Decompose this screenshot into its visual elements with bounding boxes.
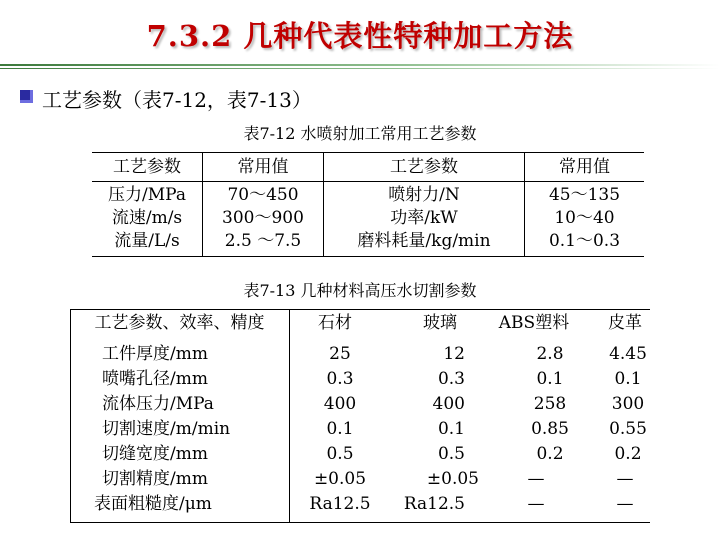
table-cell: 0.5 xyxy=(437,444,465,464)
table-cell: 70～450 xyxy=(227,185,299,205)
table-cell: 4.45 xyxy=(609,344,647,364)
title-divider xyxy=(0,64,720,66)
table2 xyxy=(70,309,650,523)
slide-title: 7.3.2 几种代表性特种加工方法 xyxy=(146,19,574,53)
table2-glass-col xyxy=(400,342,479,517)
table-cell: Ra12.5 xyxy=(403,494,465,514)
table-cell: 45～135 xyxy=(548,185,621,205)
table-cell: 磨料耗量/kg/min xyxy=(357,231,491,251)
table-cell: 400 xyxy=(432,394,465,414)
table-cell: 258 xyxy=(533,394,567,414)
table2-header: 皮革 xyxy=(608,313,642,333)
table1-header: 常用值 xyxy=(237,157,289,177)
table-cell: ±0.05 xyxy=(426,469,479,489)
table-cell: 0.1 xyxy=(326,419,354,439)
table-cell: 0.3 xyxy=(326,369,354,389)
table1-caption: 表7-12 水喷射加工常用工艺参数 xyxy=(243,124,477,143)
table-cell: 25 xyxy=(329,344,351,364)
table1-header: 工艺参数 xyxy=(390,157,458,177)
square-bullet-icon xyxy=(20,90,33,103)
table2-header: ABS塑料 xyxy=(498,313,570,333)
table-cell: 切缝宽度/mm xyxy=(102,444,208,464)
table-cell: — xyxy=(527,494,545,514)
table2-abs-col xyxy=(510,342,590,517)
table2-caption: 表7-13 几种材料高压水切割参数 xyxy=(243,281,477,300)
table-cell: 压力/MPa xyxy=(108,185,186,205)
table-cell: — xyxy=(616,469,634,489)
column-divider xyxy=(289,309,290,523)
table-cell: 切割精度/mm xyxy=(102,469,208,489)
table-cell: 0.1 xyxy=(437,419,465,439)
table-cell: — xyxy=(616,494,634,514)
table-cell: — xyxy=(527,469,545,489)
table2-header: 玻璃 xyxy=(423,313,457,333)
table1-header-row xyxy=(92,153,644,181)
table-cell: 0.3 xyxy=(437,369,465,389)
table-cell: 喷嘴孔径/mm xyxy=(102,369,208,389)
table2-header: 石材 xyxy=(318,313,352,333)
table2-bottom-rule xyxy=(70,522,650,523)
table-cell: 0.1 xyxy=(614,369,642,389)
table-cell: 流量/L/s xyxy=(114,231,180,251)
table-cell: 0.2 xyxy=(536,444,564,464)
table2-border-left xyxy=(70,309,71,523)
table-cell: 300 xyxy=(611,394,645,414)
table-cell: 表面粗糙度/μm xyxy=(94,494,212,514)
table-cell: ±0.05 xyxy=(313,469,367,489)
table1-value-col xyxy=(203,184,323,253)
table-cell: 功率/kW xyxy=(390,208,458,228)
table-cell: 喷射力/N xyxy=(388,185,460,205)
table2-param-col xyxy=(94,342,231,517)
table2-header: 工艺参数、效率、精度 xyxy=(94,313,265,333)
table-cell: Ra12.5 xyxy=(309,494,371,514)
table-cell: 0.2 xyxy=(614,444,642,464)
table-cell: 300～900 xyxy=(222,208,304,228)
table-cell: 0.55 xyxy=(609,419,647,439)
table2-stone-col xyxy=(305,342,375,517)
table1-value-col xyxy=(525,184,644,253)
table1-param-col xyxy=(92,184,202,253)
table-cell: 流速/m/s xyxy=(111,208,183,228)
table-cell: 工件厚度/mm xyxy=(102,344,208,364)
table1-body xyxy=(92,182,644,256)
table-cell: 0.1 xyxy=(536,369,564,389)
table-cell: 400 xyxy=(323,394,357,414)
table2-leather-col xyxy=(598,342,658,517)
table-cell: 0.5 xyxy=(326,444,354,464)
table-cell: 12 xyxy=(443,344,465,364)
table1-bottom-rule xyxy=(92,256,644,257)
table-cell: 10～40 xyxy=(554,208,615,228)
table-cell: 0.1～0.3 xyxy=(548,231,621,251)
table-cell: 2.8 xyxy=(536,344,564,364)
section-heading: 工艺参数（表7-12，表7-13） xyxy=(42,88,312,112)
table1-header: 工艺参数 xyxy=(113,157,181,177)
table2-top-rule xyxy=(70,309,650,310)
table-cell: 2.5 ～7.5 xyxy=(224,231,302,251)
table1-param-col xyxy=(324,184,524,253)
table1 xyxy=(92,152,644,257)
table-cell: 0.85 xyxy=(531,419,569,439)
table-cell: 流体压力/MPa xyxy=(102,394,214,414)
table-cell: 切割速度/m/min xyxy=(102,419,231,439)
title-divider-thin xyxy=(0,68,720,69)
table1-header: 常用值 xyxy=(559,157,610,177)
